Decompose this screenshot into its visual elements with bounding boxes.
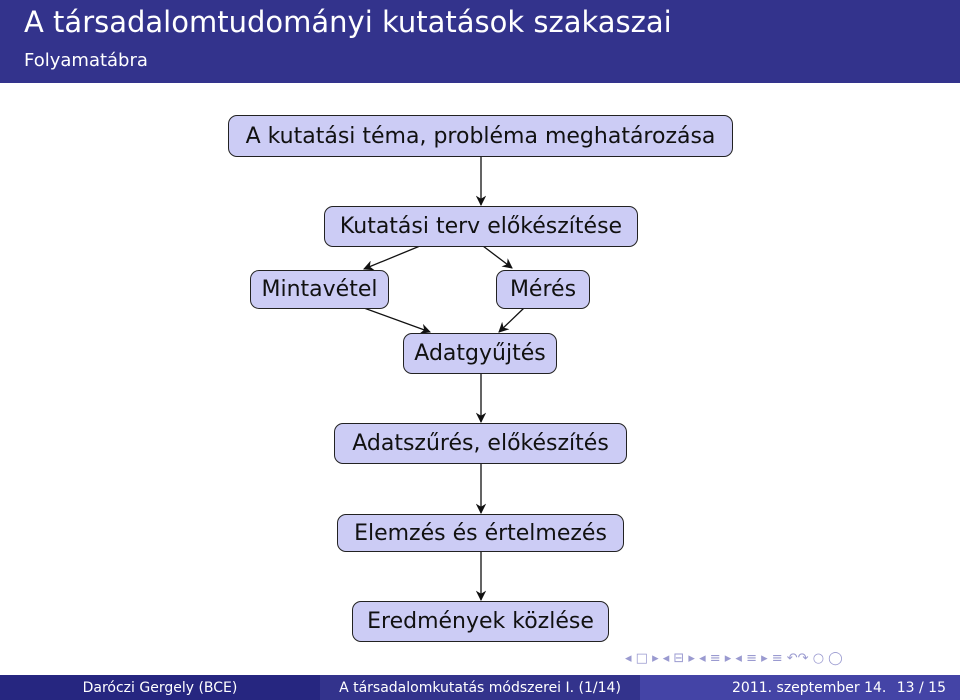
node-results: Eredmények közlése [352, 601, 609, 642]
node-collection: Adatgyűjtés [403, 333, 557, 374]
footer-course [320, 675, 640, 700]
node-plan: Kutatási terv előkészítése [324, 206, 638, 247]
slide-title: A társadalomtudományi kutatások szakaszai [24, 5, 672, 39]
arrow-measurement-to-collection [499, 308, 524, 332]
footer-date-page [640, 675, 960, 700]
node-topic: A kutatási téma, probléma meghatározása [228, 115, 733, 157]
footer-page-number: 13 / 15 [896, 679, 946, 696]
node-filtering: Adatszűrés, előkészítés [334, 423, 627, 464]
arrow-plan-to-measurement [483, 246, 512, 268]
footer-author-text: Daróczi Gergely (BCE) [82, 679, 238, 696]
footer-date: 2011. szeptember 14. [732, 679, 887, 696]
beamer-nav-symbols[interactable]: ◂ □ ▸ ◂ ⊟ ▸ ◂ ≡ ▸ ◂ ≡ ▸ ≡ ↶↷ ○ ◯ [625, 651, 843, 666]
arrow-sampling-to-collection [364, 308, 430, 332]
node-sampling: Mintavétel [250, 270, 389, 309]
node-analysis: Elemzés és értelmezés [337, 514, 624, 552]
footer-course-text: A társadalomkutatás módszerei I. (1/14) [339, 679, 621, 696]
footer-author [0, 675, 320, 700]
slide-subtitle: Folyamatábra [24, 50, 148, 71]
slide-footer [0, 675, 960, 700]
arrow-plan-to-sampling [364, 246, 420, 269]
node-measurement: Mérés [496, 270, 590, 309]
